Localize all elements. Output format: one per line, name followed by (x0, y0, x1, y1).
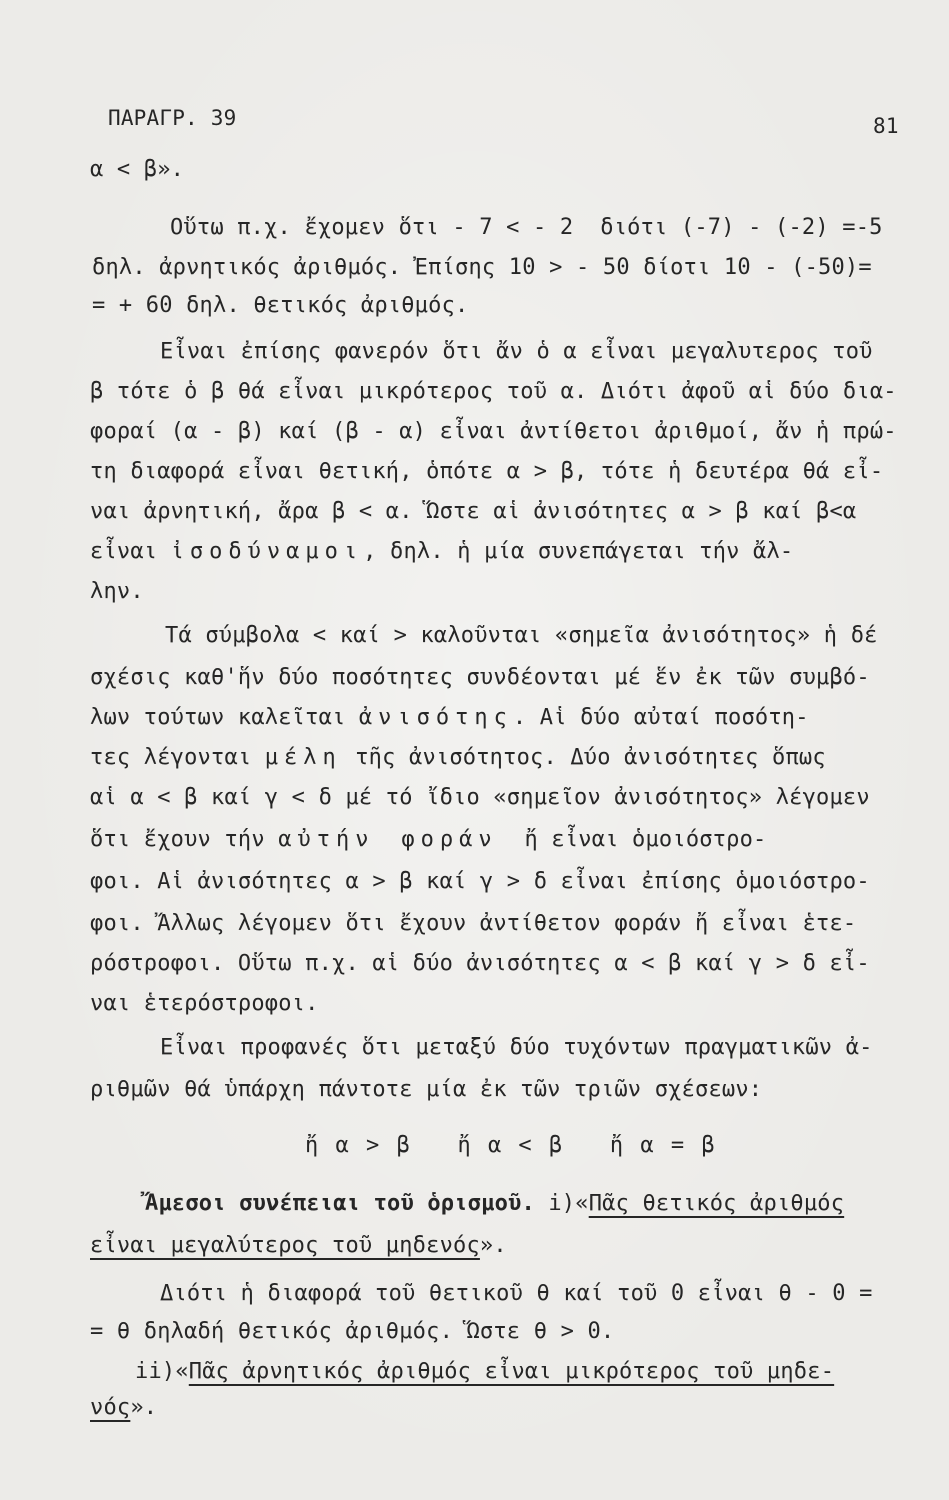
text-run: εἶναι (90, 539, 171, 564)
text-line: ρόστροφοι. Οὕτω π.χ. αἱ δύο ἀνισότητες α < β καί γ > δ εἶ- (90, 951, 870, 976)
text-line: Εἶναι ἐπίσης φανερόν ὅτι ἄν ὁ α εἶναι μεγαλυτερος τοῦ (160, 339, 873, 364)
text-run (374, 827, 401, 852)
text-run: ». (130, 1395, 158, 1420)
text-line (145, 1190, 844, 1218)
text-line: φοραί (α - β) καί (β - α) εἶναι ἀντίθετοι ἀριθμοί, ἄν ἡ πρώ- (90, 419, 897, 444)
text-line (90, 538, 793, 566)
text-line (90, 704, 809, 732)
text-line: τη διαφορά εἶναι θετική, ὁπότε α > β, τότε ἡ δευτέρα θά εἶ- (90, 459, 884, 484)
text-line: Εἶναι προφανές ὅτι μεταξύ δύο τυχόντων πραγματικῶν ἀ- (160, 1035, 873, 1060)
text-line: ριθμῶν θά ὑπάρχη πάντοτε μία ἐκ τῶν τριῶν σχέσεων: (90, 1077, 763, 1102)
text-line: φοι. Αἱ ἀνισότητες α > β καί γ > δ εἶναι ἐπίσης ὁμοιόστρο- (90, 869, 870, 894)
text-run: ii)« (135, 1359, 189, 1384)
text-line: ναι ἀρνητική, ἄρα β < α. Ὥστε αἱ ἀνισότητες α > β καί β<α (90, 499, 857, 524)
text-line: φοι. Ἄλλως λέγομεν ὅτι ἔχουν ἀντίθετον φοράν ἤ εἶναι ἑτε- (90, 911, 857, 936)
emphasized-term: ἰσοδύναμοι (170, 539, 364, 564)
emphasized-term: φοράν (401, 827, 498, 852)
underlined-statement: νός (90, 1395, 131, 1420)
text-run: λων τούτων καλεῖται (90, 705, 359, 730)
text-line (90, 1394, 157, 1422)
text-line: Οὕτω π.χ. ἔχομεν ὅτι - 7 < - 2 διότι (-7) - (-2) =-5 (170, 215, 883, 240)
text-line: Διότι ἡ διαφορά τοῦ θετικοῦ θ καί τοῦ 0 εἶναι θ - 0 = (160, 1281, 873, 1306)
text-line (90, 826, 767, 854)
text-line: σχέσις καθ'ἥν δύο ποσότητες συνδέονται μέ ἕν ἐκ τῶν συμβό- (90, 665, 870, 690)
underlined-statement: Πᾶς ἀρνητικός ἀριθμός εἶναι μικρότερος τοῦ μηδε- (188, 1359, 835, 1384)
text-line: δηλ. ἀρνητικός ἀριθμός. Ἐπίσης 10 > - 50 δίοτι 10 - (-50)= (92, 255, 872, 280)
text-line: Τά σύμβολα < καί > καλοῦνται «σημεῖα ἀνισότητος» ἡ δέ (165, 623, 878, 648)
section-header: ΠΑΡΑΓΡ. 39 (108, 106, 237, 130)
emphasized-term: μέλη (264, 745, 342, 770)
text-line: β τότε ὁ β θά εἶναι μικρότερος τοῦ α. Διότι ἀφοῦ αἱ δύο δια- (90, 379, 897, 404)
text-line: = θ δηλαδή θετικός ἀριθμός. Ὥστε θ > 0. (90, 1319, 615, 1344)
text-line (135, 1358, 834, 1386)
underlined-statement: Πᾶς θετικός ἀριθμός (588, 1191, 845, 1216)
emphasized-term: ἀνισότης (358, 705, 513, 730)
text-run: , δηλ. ἡ μία συνεπάγεται τήν ἄλ- (363, 539, 794, 564)
text-line (90, 744, 826, 772)
text-line (90, 1232, 507, 1260)
text-line: λην. (90, 579, 144, 604)
text-line: α < β». (90, 157, 185, 182)
text-line: αἱ α < β καί γ < δ μέ τό ἴδιο «σημεῖον ἀνισότητος» λέγομεν (90, 785, 870, 810)
emphasized-term: αὐτήν (278, 827, 375, 852)
text-line: = + 60 δηλ. θετικός ἀριθμός. (92, 293, 469, 318)
underlined-statement: εἶναι μεγαλύτερος τοῦ μηδενός (90, 1233, 480, 1258)
text-run: τῆς ἀνισότητος. Δύο ἀνισότητες ὅπως (341, 745, 826, 770)
text-run: ἤ εἶναι ὁμοιόστρο- (497, 827, 767, 852)
text-line: ναι ἑτερόστροφοι. (90, 991, 319, 1016)
text-run: i)« (534, 1191, 589, 1216)
text-run: τες λέγονται (90, 745, 265, 770)
relations-line: ἤ α > β ἤ α < β ἤ α = β (305, 1133, 717, 1158)
text-run: ». (479, 1233, 507, 1258)
text-run: ὅτι ἔχουν τήν (90, 827, 279, 852)
section-heading: Ἄμεσοι συνέπειαι τοῦ ὁρισμοῦ. (145, 1191, 535, 1216)
page-number: 81 (873, 114, 899, 138)
text-run: . Αἱ δύο αὐταί ποσότη- (512, 705, 809, 730)
